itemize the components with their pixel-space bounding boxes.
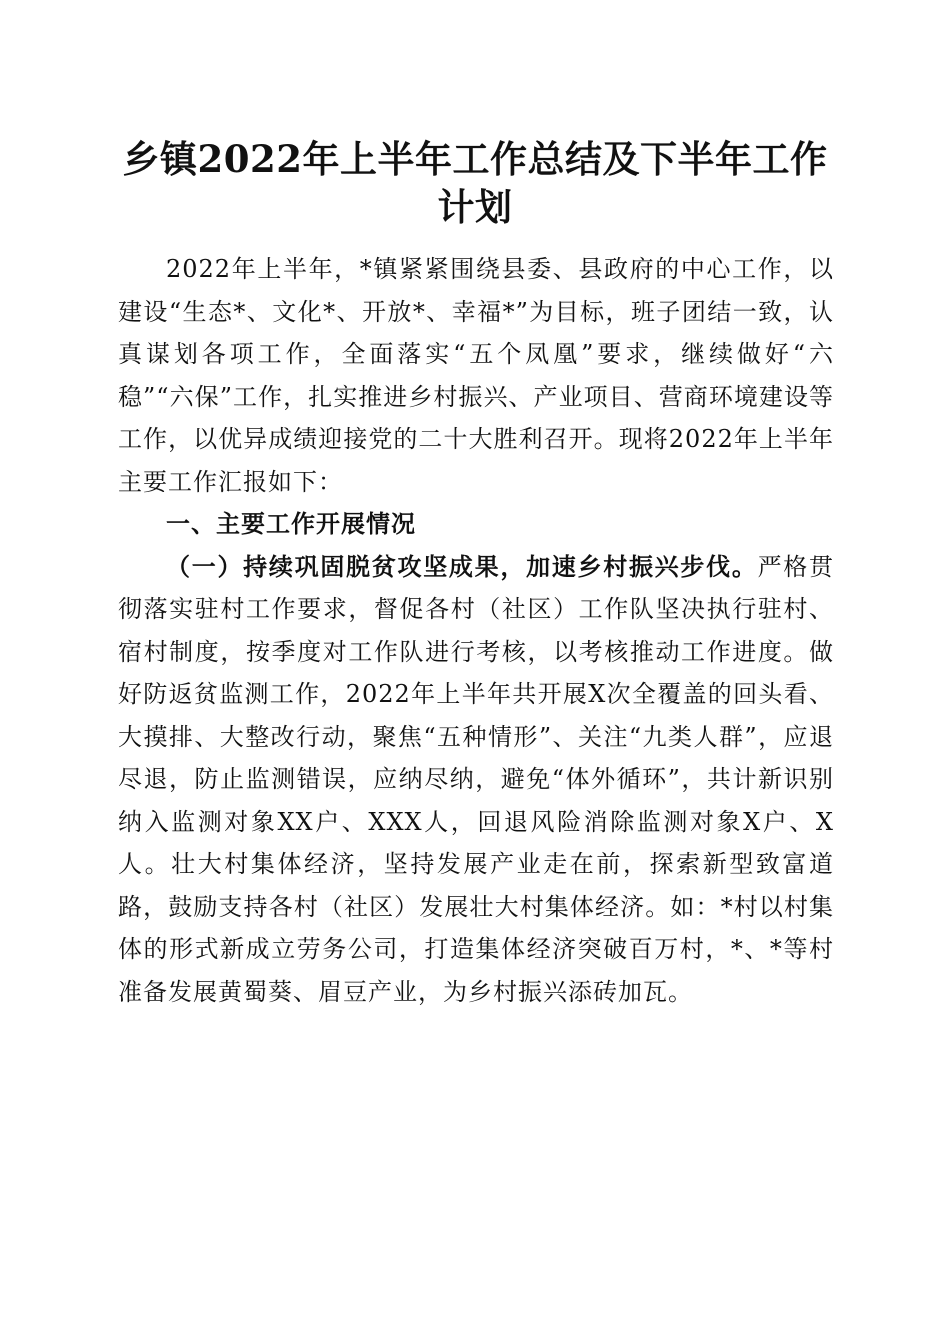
document-body (118, 248, 834, 1013)
document-title: 乡镇2022年上半年工作总结及下半年工作计划 (122, 137, 828, 229)
intro-paragraph: 2022年上半年，*镇紧紧围绕县委、县政府的中心工作，以建设“生态*、文化*、开放*、幸福*”为目标，班子团结一致，认真谋划各项工作，全面落实“五个凤凰”要求，继续做好“六稳”“六保”工作，扎实推进乡村振兴、产业项目、营商环境建设等工作，以优异成绩迎接党的二十大胜利召开。现将2022年上半年主要工作汇报如下： (118, 255, 834, 496)
item-body: 严格贯彻落实驻村工作要求，督促各村（社区）工作队坚决执行驻村、宿村制度，按季度对工作队进行考核，以考核推动工作进度。做好防返贫监测工作，2022年上半年共开展X次全覆盖的回头看、大摸排、大整改行动，聚焦“五种情形”、关注“九类人群”，应退尽退，防止监测错误，应纳尽纳，避免“体外循环”，共计新识别纳入监测对象XX户、XXX人，回退风险消除监测对象X户、X人。壮大村集体经济，坚持发展产业走在前，探索新型致富道路，鼓励支持各村（社区）发展壮大村集体经济。如：*村以村集体的形式新成立劳务公司，打造集体经济突破百万村，*、*等村准备发展黄蜀葵、眉豆产业，为乡村振兴添砖加瓦。 (118, 552, 835, 1006)
item-paragraph (118, 546, 834, 1014)
section-heading: 一、主要工作开展情况 (166, 510, 416, 538)
item-lead: （一）持续巩固脱贫攻坚成果，加速乡村振兴步伐。 (166, 551, 758, 581)
